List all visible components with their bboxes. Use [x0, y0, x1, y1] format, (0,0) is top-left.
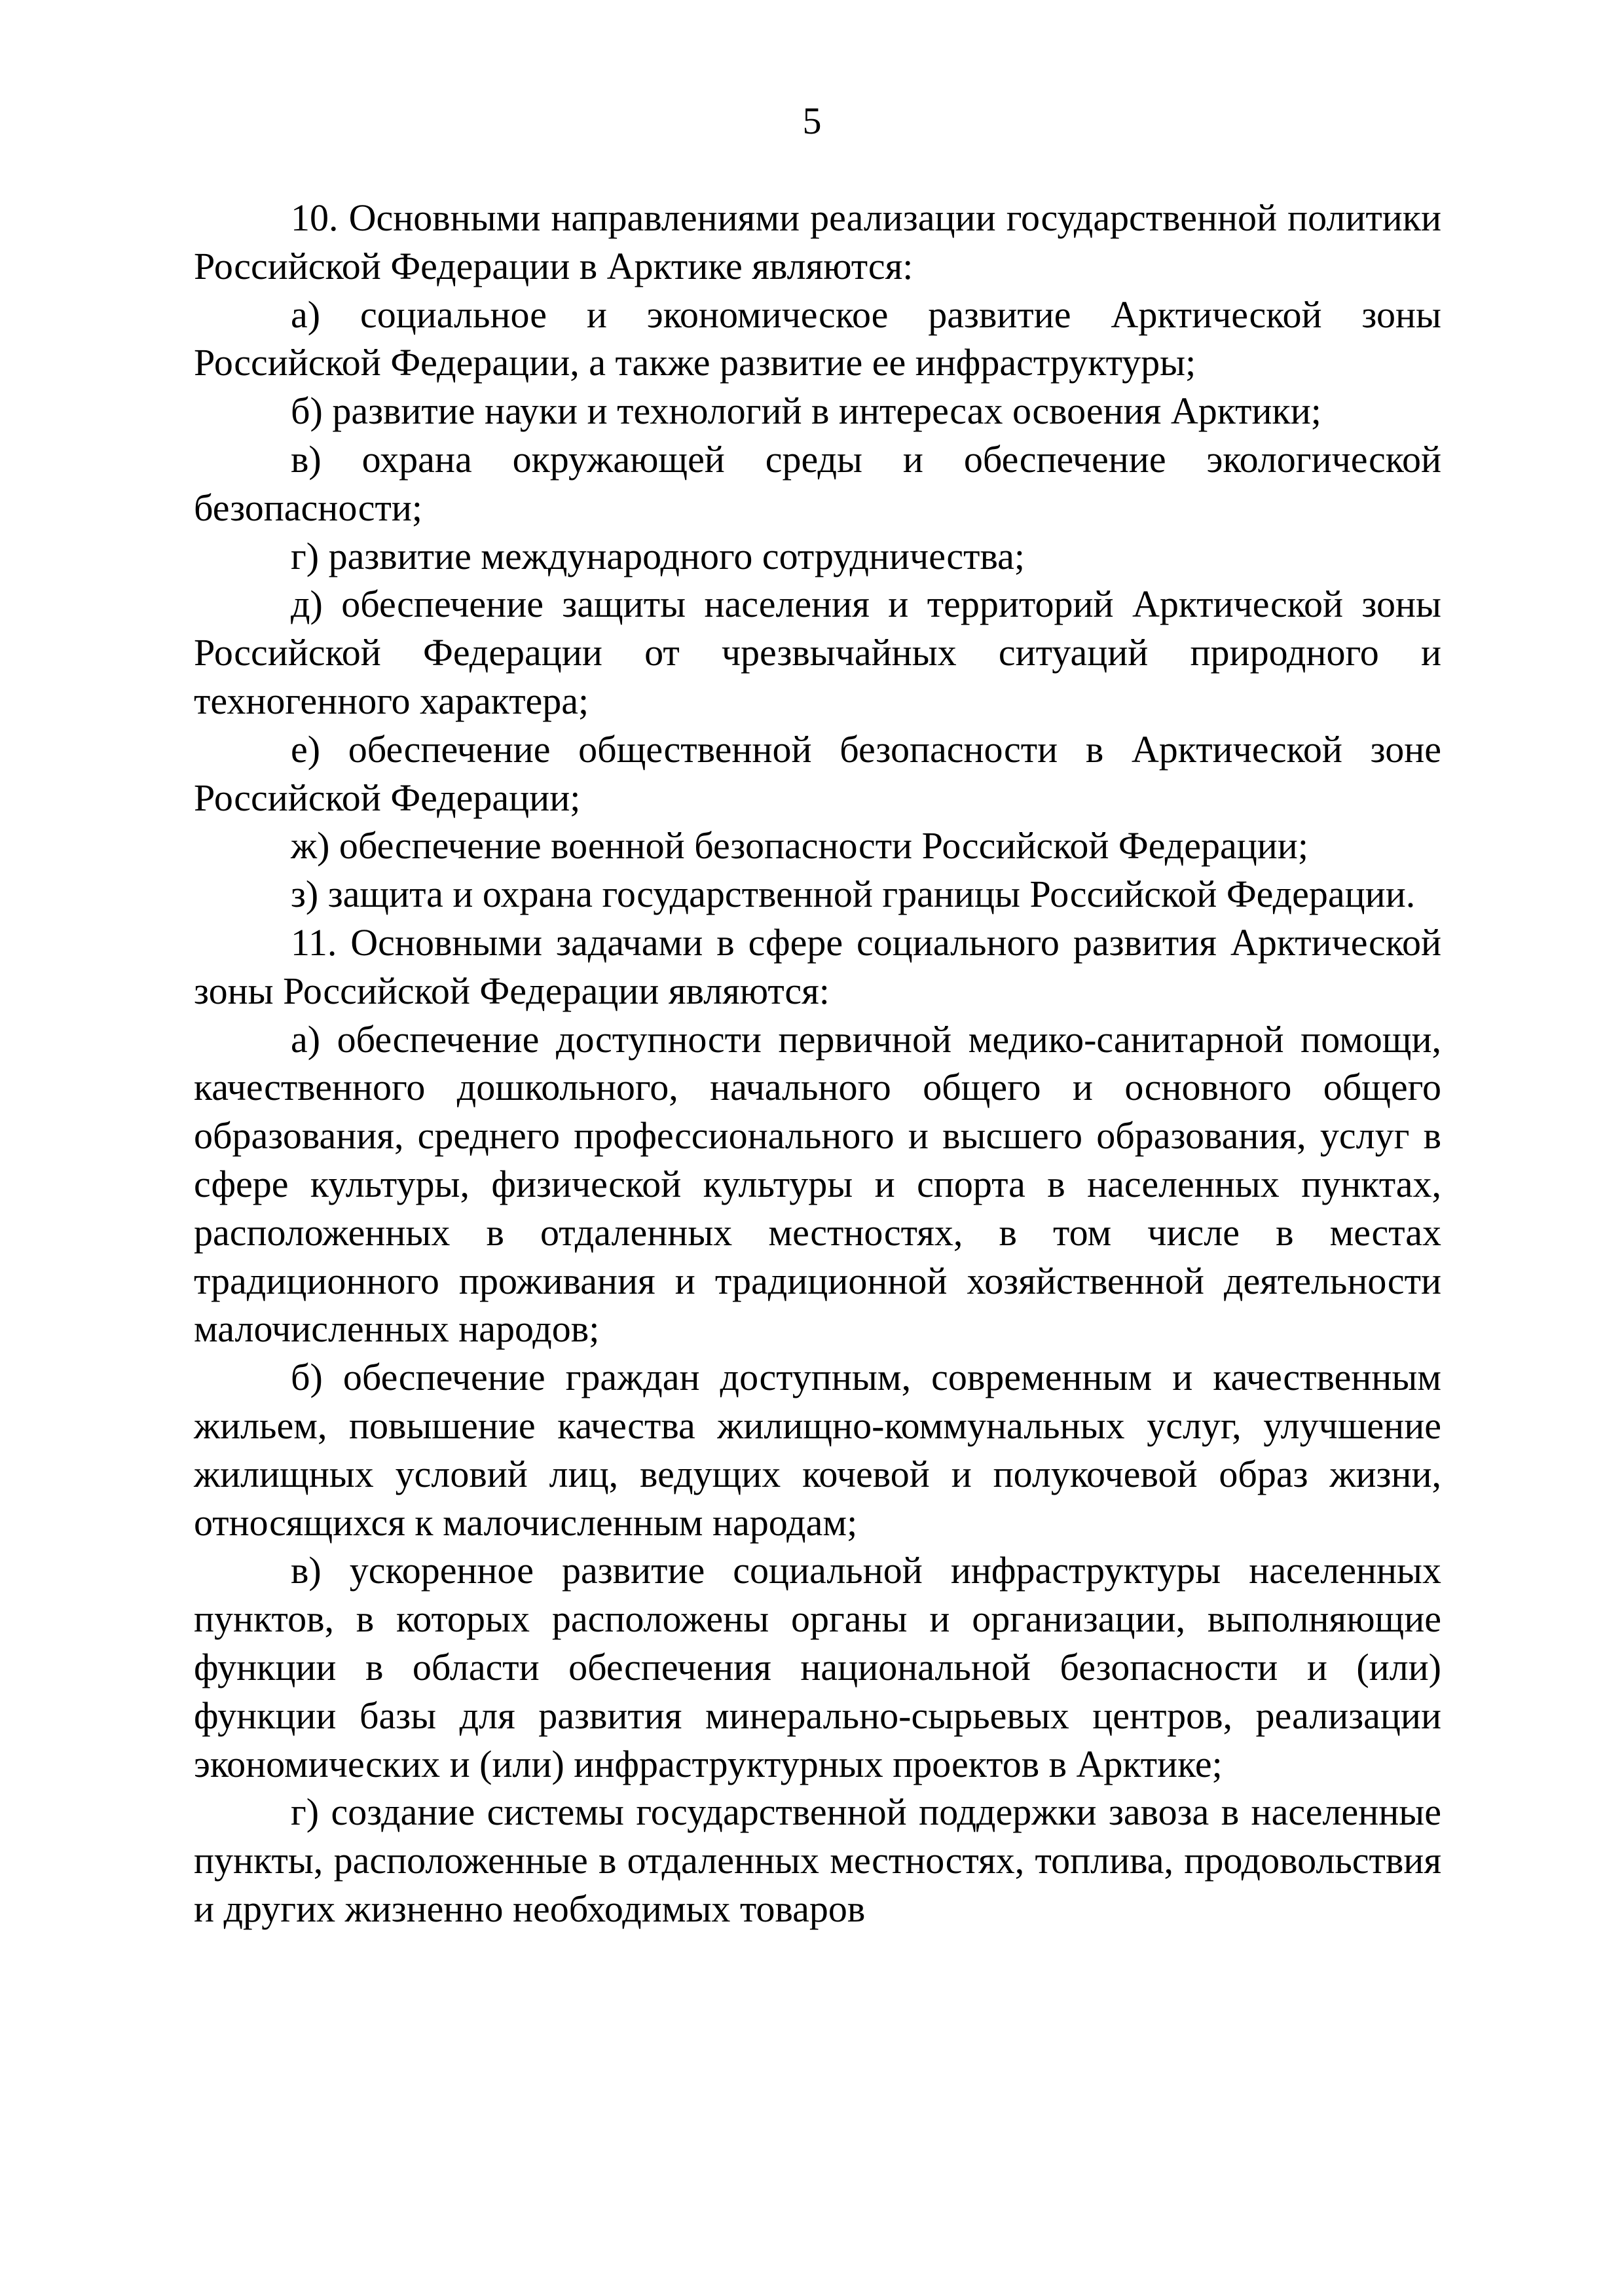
paragraph-10a: а) социальное и экономическое развитие Арктической зоны Российской Федерации, а также развитие ее инфраструктуры; [194, 293, 1441, 384]
paragraph-11b: б) обеспечение граждан доступным, современным и качественным жильем, повышение качества жилищно-коммунальных услуг, улучшение жилищных условий лиц, ведущих кочевой и полукочевой образ жизни, относящихся к малочисленным народам; [194, 1356, 1441, 1544]
paragraph-10-intro: 10. Основными направлениями реализации государственной политики Российской Федерации в Арктике являются: [194, 196, 1441, 287]
paragraph-10z: з) защита и охрана государственной границы Российской Федерации. [291, 873, 1416, 916]
paragraph-11a: а) обеспечение доступности первичной медико-санитарной помощи, качественного дошкольного, начального общего и основного общего образования, среднего профессионального и высшего образования, услуг в сфере культуры, физической культуры и спорта в населенных пунктах, расположенных в отдаленных местностях, в том числе в местах традиционного проживания и традиционной хозяйственной деятельности малочисленных народов; [194, 1017, 1441, 1351]
paragraph-11g: г) создание системы государственной поддержки завоза в населенные пункты, расположенные в отдаленных местностях, топлива, продовольствия и других жизненно необходимых товаров [194, 1791, 1441, 1930]
paragraph-10e: е) обеспечение общественной безопасности в Арктической зоне Российской Федерации; [194, 727, 1441, 819]
paragraph-10zh: ж) обеспечение военной безопасности Российской Федерации; [291, 824, 1308, 867]
page-number: 5 [802, 100, 822, 142]
paragraph-10d: д) обеспечение защиты населения и территорий Арктической зоны Российской Федерации от чрезвычайных ситуаций природного и техногенного характера; [194, 583, 1441, 722]
paragraph-11v: в) ускоренное развитие социальной инфраструктуры населенных пунктов, в которых расположены органы и организации, выполняющие функции в области обеспечения национальной безопасности и (или) функции базы для развития минерально-сырьевых центров, реализации экономических и (или) инфраструктурных проектов в Арктике; [194, 1549, 1441, 1785]
document-body [194, 194, 1441, 1933]
paragraph-10v: в) охрана окружающей среды и обеспечение экологической безопасности; [194, 437, 1441, 529]
paragraph-10b: б) развитие науки и технологий в интересах освоения Арктики; [291, 390, 1321, 433]
paragraph-11-intro: 11. Основными задачами в сфере социального развития Арктической зоны Российской Федерации являются: [194, 920, 1441, 1012]
paragraph-10g: г) развитие международного сотрудничества; [291, 534, 1025, 577]
